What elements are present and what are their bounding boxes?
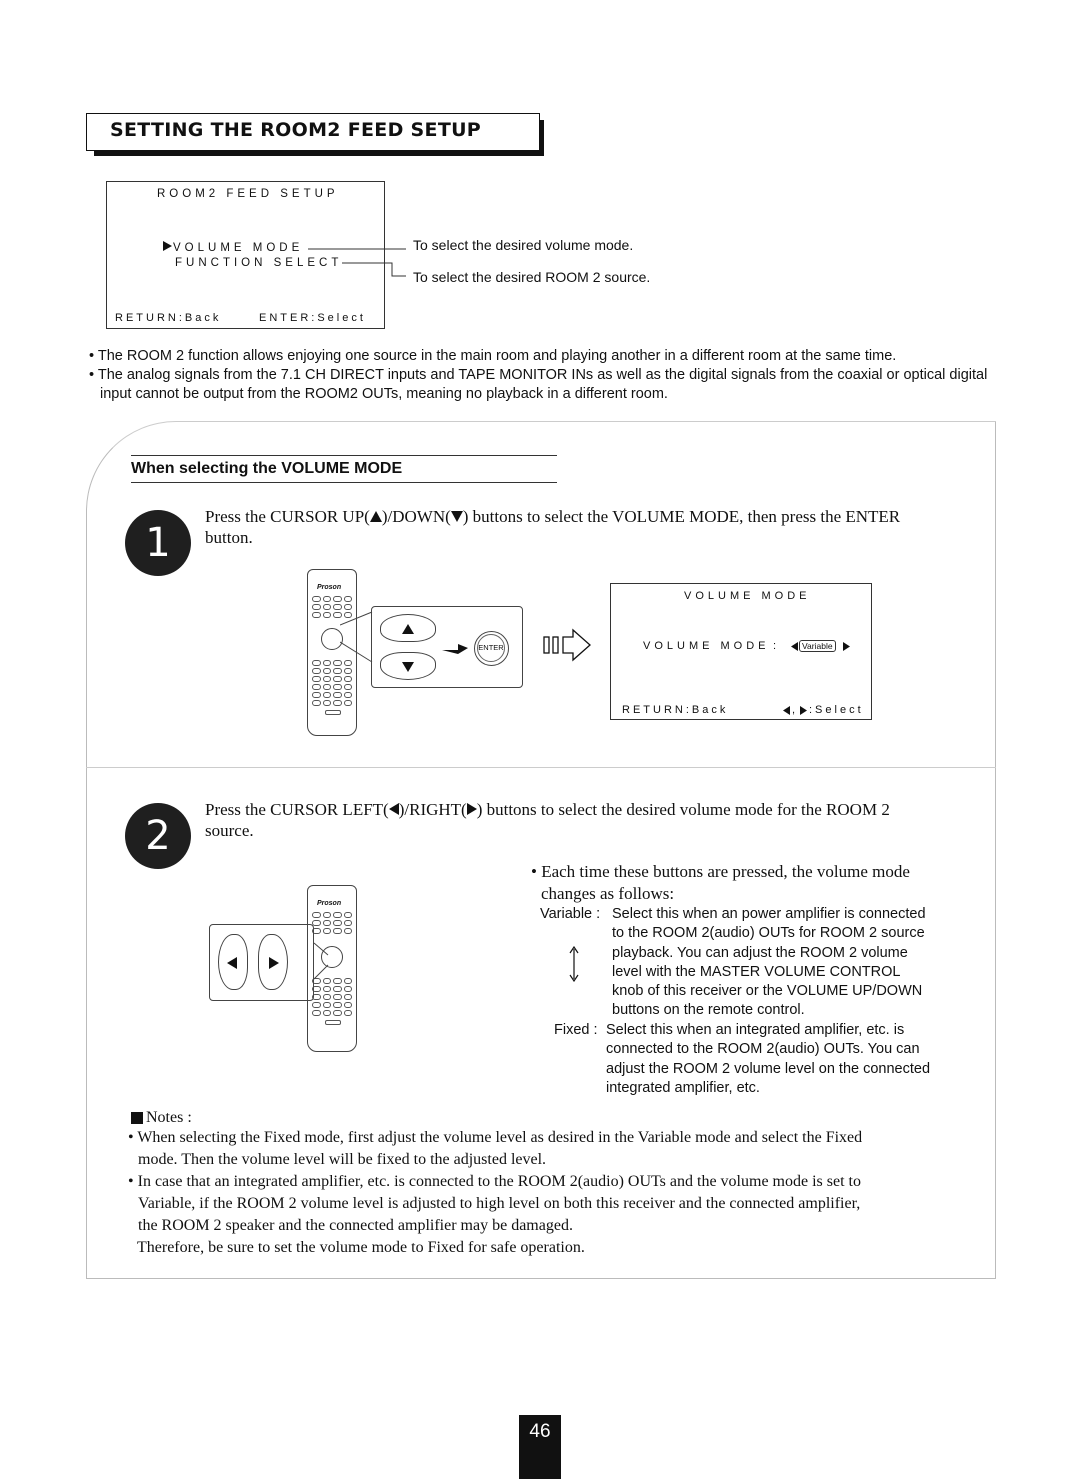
cursor-left-icon bbox=[389, 800, 399, 819]
cursor-right-icon-2 bbox=[467, 800, 477, 819]
volume-mode-osd: VOLUME MODE VOLUME MODE : Variable RETURN:Back , :Select bbox=[610, 583, 872, 720]
note-item-2: • In case that an integrated amplifier, etc. is connected to the ROOM 2(audio) OUTs and the volume mode is set to Variable, if the ROOM 2 volume level is adjusted to high level on both this receiver and the connected amplifier, the ROOM 2 speaker and the connected amplifier may be damaged. bbox=[128, 1173, 861, 1234]
callout-source: To select the desired ROOM 2 source. bbox=[413, 269, 651, 285]
step-divider bbox=[86, 767, 996, 768]
vm-left-arrow-icon bbox=[791, 642, 798, 654]
vm-osd-header: VOLUME MODE bbox=[684, 590, 811, 602]
heading-rule-bottom bbox=[131, 482, 557, 483]
remote-brand-logo-2: Proson bbox=[317, 900, 342, 907]
notes-heading: Notes : bbox=[146, 1109, 192, 1126]
lr-zoom-connector-lines bbox=[300, 935, 330, 985]
down-arrow-icon bbox=[402, 662, 414, 672]
vm-osd-footer-return: RETURN:Back bbox=[622, 704, 729, 716]
fixed-description: Select this when an integrated amplifier, etc. is connected to the ROOM 2(audio) OUTs. You can adjust the ROOM 2 volume level on the connected integrated amplifier, etc. bbox=[606, 1022, 931, 1096]
step-2-number: 2 bbox=[125, 803, 191, 869]
step-2-instruction: Press the CURSOR LEFT( )/RIGHT( ) buttons to select the desired volume mode for the ROOM 2 source. bbox=[205, 800, 890, 840]
cursor-up-icon bbox=[370, 507, 382, 526]
page-number: 46 bbox=[519, 1415, 561, 1479]
right-arrow-icon bbox=[269, 957, 279, 969]
intro-bullet-2: • The analog signals from the 7.1 CH DIRECT inputs and TAPE MONITOR INs as well as the digital signals from the coaxial or optical digital input cannot be output from the ROOM2 OUTs, meaning no playback in a different room. bbox=[89, 367, 988, 402]
vm-footer-right-icon bbox=[800, 706, 807, 718]
vm-right-arrow-icon bbox=[843, 642, 850, 654]
step-1-instruction: Press the CURSOR UP( )/DOWN( ) buttons to select the VOLUME MODE, then press the ENTER button. bbox=[205, 507, 901, 547]
pointing-arrow-icon bbox=[440, 638, 470, 658]
notes-square-icon bbox=[131, 1112, 143, 1124]
vm-osd-colon: : bbox=[773, 640, 781, 652]
cursor-right-icon bbox=[163, 241, 172, 254]
osd-item-volume-mode: VOLUME MODE bbox=[173, 242, 304, 254]
enter-label: ENTER bbox=[478, 643, 504, 652]
callout-volume: To select the desired volume mode. bbox=[413, 237, 634, 253]
step-1-number: 1 bbox=[125, 510, 191, 576]
intro-bullet-2-text: The analog signals from the 7.1 CH DIRECT inputs and TAPE MONITOR INs as well as the digital signals from the coaxial or optical digital input cannot be output from the ROOM2 OUTs, meaning no playback in a different room. bbox=[97, 367, 988, 402]
result-arrow-icon bbox=[542, 628, 594, 662]
cursor-right-button bbox=[258, 934, 288, 990]
osd-footer-enter: ENTER:Select bbox=[259, 312, 366, 324]
toggle-updown-arrow-icon bbox=[568, 946, 580, 982]
section-heading: When selecting the VOLUME MODE bbox=[131, 460, 403, 477]
vm-osd-value: Variable bbox=[799, 640, 836, 652]
callout-lines bbox=[300, 238, 412, 288]
cursor-down-button bbox=[380, 652, 436, 680]
step-2-bullet: • Each time these buttons are pressed, the volume mode changes as follows: bbox=[531, 862, 910, 903]
notes-closing: Therefore, be sure to set the volume mode to Fixed for safe operation. bbox=[137, 1239, 585, 1256]
vm-osd-row-label: VOLUME MODE bbox=[643, 640, 770, 652]
variable-label: Variable : bbox=[540, 906, 601, 922]
osd-item-function-select: FUNCTION SELECT bbox=[175, 257, 343, 269]
zoom-connector-lines bbox=[340, 600, 380, 670]
cursor-left-button bbox=[218, 934, 248, 990]
up-arrow-icon bbox=[402, 624, 414, 634]
cursor-down-icon bbox=[451, 507, 463, 526]
cursor-up-button bbox=[380, 614, 436, 642]
osd-header: ROOM2 FEED SETUP bbox=[157, 188, 339, 200]
enter-button bbox=[474, 631, 509, 666]
intro-bullet-1: • The ROOM 2 function allows enjoying one source in the main room and playing another in a different room at the same time. bbox=[89, 348, 897, 364]
heading-rule-top bbox=[131, 455, 557, 456]
variable-description: Select this when an power amplifier is connected to the ROOM 2(audio) OUTs for ROOM 2 source playback. You can adjust the ROOM 2 volume level with the MASTER VOLUME CONTROL knob of this receiver or the VOLUME UP/DOWN buttons on the remote control. bbox=[612, 906, 926, 1019]
vm-footer-left-icon bbox=[783, 706, 790, 718]
note-item-1: • When selecting the Fixed mode, first adjust the volume level as desired in the Variable mode and select the Fixed mode. Then the volume level will be fixed to the adjusted level. bbox=[128, 1129, 863, 1168]
remote-brand-logo: Proson bbox=[317, 584, 342, 591]
intro-bullet-1-text: The ROOM 2 function allows enjoying one source in the main room and playing another in a different room at the same time. bbox=[97, 348, 897, 364]
fixed-label: Fixed : bbox=[554, 1022, 598, 1038]
vm-osd-footer-select: :Select bbox=[809, 704, 864, 716]
left-arrow-icon bbox=[227, 957, 237, 969]
page-title: SETTING THE ROOM2 FEED SETUP bbox=[110, 119, 482, 141]
osd-footer-return: RETURN:Back bbox=[115, 312, 222, 324]
